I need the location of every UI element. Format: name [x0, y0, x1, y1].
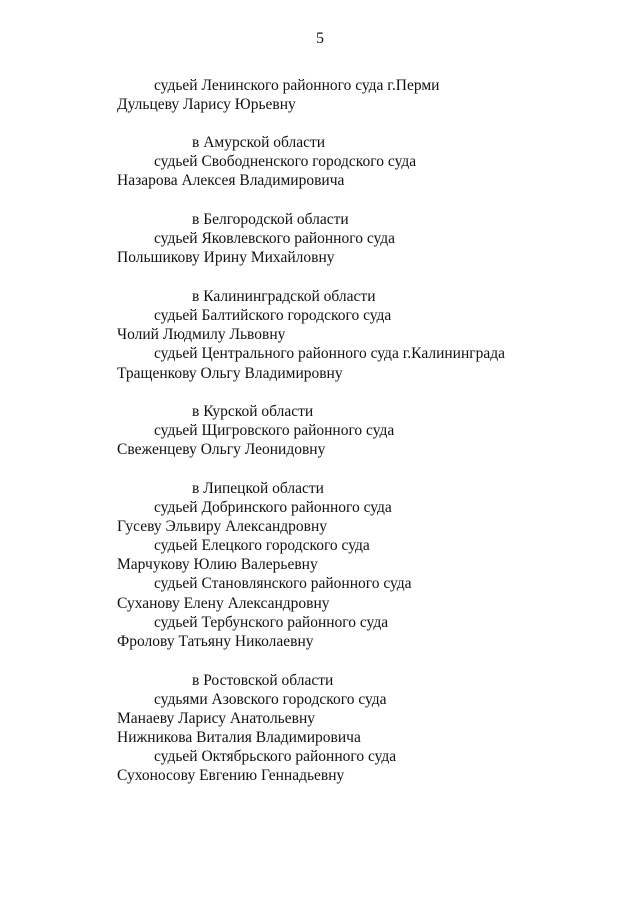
region-heading: в Калининградской области — [192, 288, 376, 305]
court-line: судьей Добринского районного суда — [154, 499, 392, 516]
judge-name: Тращенкову Ольгу Владимировну — [117, 365, 343, 382]
court-line: судьей Становлянского районного суда — [154, 575, 412, 592]
court-line: судьей Октябрьского районного суда — [154, 748, 397, 765]
judge-name: Нижникова Виталия Владимировича — [117, 729, 361, 746]
region-heading: в Ростовской области — [192, 672, 334, 689]
judge-name: Суханову Елену Александровну — [117, 595, 330, 612]
judge-name: Назарова Алексея Владимировича — [117, 172, 345, 189]
court-line: судьей Ленинского районного суда г.Перми — [154, 77, 440, 94]
judge-name: Польшикову Ирину Михайловну — [117, 249, 335, 266]
judge-name: Чолий Людмилу Львовну — [117, 326, 286, 343]
judge-name: Манаеву Ларису Анатольевну — [117, 710, 315, 727]
judge-name: Гусеву Эльвиру Александровну — [117, 518, 328, 535]
page-number: 5 — [316, 30, 324, 47]
court-line: судьей Балтийского городского суда — [154, 307, 392, 324]
court-line: судьей Яковлевского районного суда — [154, 230, 396, 247]
judge-name: Дульцеву Ларису Юрьевну — [117, 96, 296, 113]
court-line: судьями Азовского городского суда — [154, 691, 387, 708]
judge-name: Марчукову Юлию Валерьевну — [117, 556, 318, 573]
court-line: судьей Елецкого городского суда — [154, 537, 370, 554]
court-line: судьей Тербунского районного суда — [154, 614, 389, 631]
court-line: судьей Щигровского районного суда — [154, 422, 395, 439]
judge-name: Сухоносову Евгению Геннадьевну — [117, 767, 345, 784]
court-line: судьей Центрального районного суда г.Калининграда — [154, 345, 505, 362]
region-heading: в Белгородской области — [192, 211, 349, 228]
court-line: судьей Свободненского городского суда — [154, 153, 417, 170]
judge-name: Фролову Татьяну Николаевну — [117, 633, 314, 650]
region-heading: в Амурской области — [192, 134, 326, 151]
region-heading: в Курской области — [192, 403, 314, 420]
judge-name: Свеженцеву Ольгу Леонидовну — [117, 441, 326, 458]
region-heading: в Липецкой области — [192, 480, 324, 497]
